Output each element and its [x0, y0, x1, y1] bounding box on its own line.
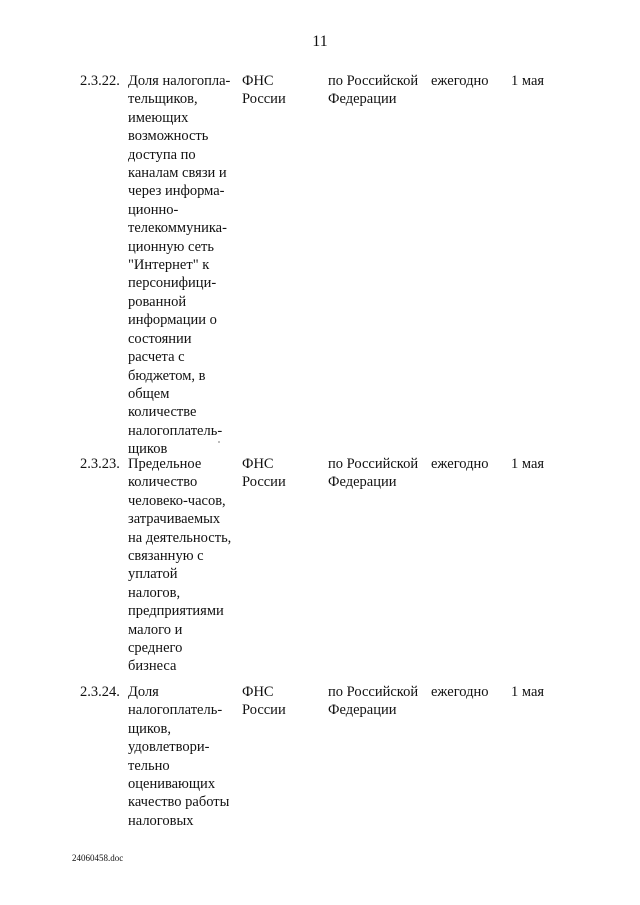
agency-line: России — [242, 702, 286, 719]
indicator-name-line: щиков — [128, 441, 168, 458]
indicator-name-line: налогов, — [128, 584, 181, 601]
indicator-number: 2.3.22. — [80, 73, 120, 89]
indicator-name-line: бюджетом, в — [128, 367, 206, 384]
territorial-level — [328, 72, 418, 109]
indicator-name-line: расчета с — [128, 349, 185, 366]
territorial-level — [328, 683, 418, 720]
region-line: по Российской — [328, 73, 419, 89]
indicator-name-line: на деятельность, — [128, 529, 232, 546]
region-line: по Российской — [328, 456, 419, 472]
indicator-name-line: бизнеса — [128, 658, 177, 675]
agency-line: ФНС — [242, 684, 274, 700]
indicator-name-line: тельно — [128, 757, 170, 774]
indicator-name-line: общем — [128, 385, 170, 402]
indicator-name — [128, 683, 229, 830]
indicator-number: 2.3.23. — [80, 456, 120, 472]
indicator-name-line: телекоммуника- — [128, 220, 227, 237]
indicator-name-line: ционно- — [128, 201, 179, 218]
indicator-name-line: возможность — [128, 128, 209, 145]
document-filename: 24060458.doc — [72, 853, 124, 863]
region-line: Федерации — [328, 702, 397, 719]
indicator-name-line: ционную сеть — [128, 238, 214, 255]
indicator-name — [128, 455, 231, 676]
region-line: Федерации — [328, 474, 397, 491]
indicator-name-line: количество — [128, 474, 198, 491]
scan-artifact — [218, 441, 220, 443]
frequency: ежегодно — [431, 684, 489, 700]
due-date: 1 мая — [511, 73, 545, 89]
indicator-name-line: доступа по — [128, 146, 196, 163]
indicator-name-line: состоянии — [128, 330, 192, 347]
agency-line: России — [242, 91, 286, 108]
indicator-name-line: удовлетвори- — [128, 739, 210, 756]
indicator-name-line: персонифици- — [128, 275, 217, 292]
region-line: Федерации — [328, 91, 397, 108]
agency-line: России — [242, 474, 286, 491]
indicator-name-line: через информа- — [128, 183, 225, 200]
indicator-name-line: количестве — [128, 404, 197, 421]
indicator-name-line: среднего — [128, 640, 183, 657]
frequency: ежегодно — [431, 456, 489, 472]
indicator-name-line: налоговых — [128, 812, 194, 829]
frequency: ежегодно — [431, 73, 489, 89]
indicator-name-line: каналам связи и — [128, 165, 227, 182]
indicator-name-line: рованной — [128, 293, 187, 310]
indicator-name-line: "Интернет" к — [128, 257, 210, 274]
indicator-name-line: человеко-часов, — [128, 492, 226, 509]
indicator-name-line: Доля налогопла- — [128, 73, 231, 89]
indicator-name-line: информации о — [128, 312, 217, 329]
indicator-name-line: налогоплатель- — [128, 702, 223, 719]
indicator-name-line: щиков, — [128, 720, 171, 737]
indicator-name-line: Предельное — [128, 456, 202, 472]
responsible-agency — [242, 683, 286, 720]
indicator-name-line: оценивающих — [128, 776, 216, 793]
agency-line: ФНС — [242, 73, 274, 89]
indicator-name-line: качество работы — [128, 794, 230, 811]
indicator-name-line: уплатой — [128, 566, 178, 583]
responsible-agency — [242, 72, 286, 109]
indicator-name-line: имеющих — [128, 109, 189, 126]
indicator-name — [128, 72, 230, 459]
due-date: 1 мая — [511, 684, 545, 700]
indicator-number: 2.3.24. — [80, 684, 120, 700]
due-date: 1 мая — [511, 456, 545, 472]
page-number: 11 — [312, 33, 328, 50]
responsible-agency — [242, 455, 286, 492]
indicator-name-line: Доля — [128, 684, 159, 700]
territorial-level — [328, 455, 418, 492]
indicator-name-line: налогоплатель- — [128, 422, 223, 439]
indicator-name-line: предприятиями — [128, 603, 224, 620]
indicator-name-line: связанную с — [128, 548, 204, 565]
indicator-name-line: тельщиков, — [128, 91, 198, 108]
indicator-name-line: затрачиваемых — [128, 511, 221, 528]
region-line: по Российской — [328, 684, 419, 700]
agency-line: ФНС — [242, 456, 274, 472]
indicator-name-line: малого и — [128, 621, 183, 638]
